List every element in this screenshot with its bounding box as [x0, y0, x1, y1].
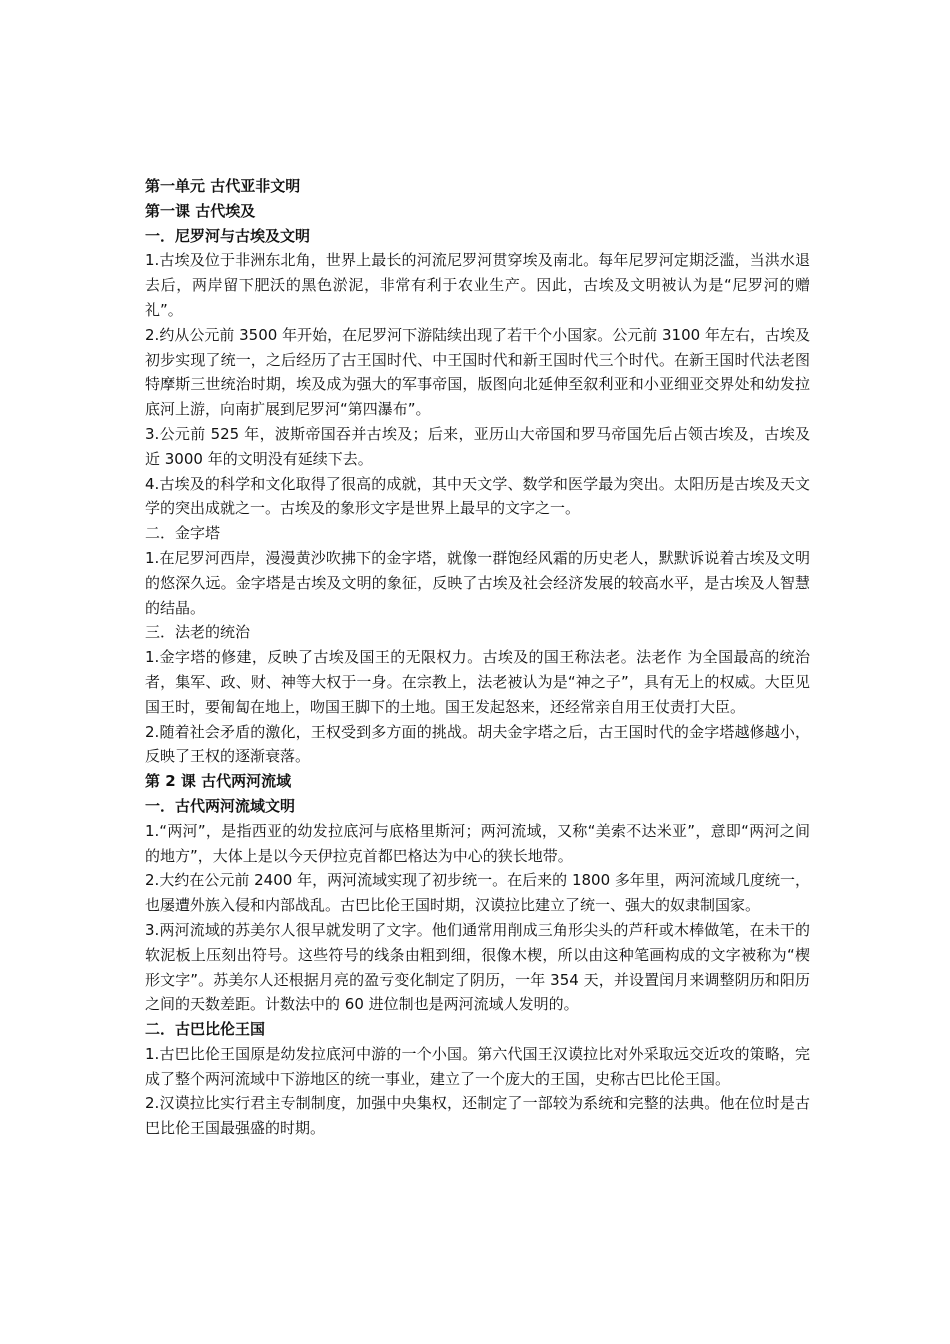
- lesson-1-section-1-heading: 一．尼罗河与古埃及文明: [145, 226, 311, 245]
- unit-title: 第一单元 古代亚非文明: [145, 177, 301, 195]
- paragraph: 2.随着社会矛盾的激化，王权受到多方面的挑战。胡夫金字塔之后，古王国时代的金字塔越修越小，反映了王权的逐渐衰落。: [145, 722, 810, 766]
- paragraph: 3.公元前 525 年，波斯帝国吞并古埃及；后来，亚历山大帝国和罗马帝国先后占领古埃及，古埃及近 3000 年的文明没有延续下去。: [145, 424, 810, 468]
- paragraph: 4.古埃及的科学和文化取得了很高的成就，其中天文学、数学和医学最为突出。太阳历是古埃及天文学的突出成就之一。古埃及的象形文字是世界上最早的文字之一。: [145, 474, 810, 518]
- paragraph: 1.“两河”，是指西亚的幼发拉底河与底格里斯河；两河流域，又称“美索不达米亚”，意即“两河之间的地方”，大体上是以今天伊拉克首都巴格达为中心的狭长地带。: [145, 821, 810, 865]
- paragraph: 1.古巴比伦王国原是幼发拉底河中游的一个小国。第六代国王汉谟拉比对外采取远交近攻的策略，完成了整个两河流域中下游地区的统一事业，建立了一个庞大的王国，史称古巴比伦王国。: [145, 1044, 810, 1088]
- paragraph: 1.在尼罗河西岸，漫漫黄沙吹拂下的金字塔，就像一群饱经风霜的历史老人，默默诉说着古埃及文明的悠深久远。金字塔是古埃及文明的象征，反映了古埃及社会经济发展的较高水平，是古埃及人智慧的结晶。: [145, 548, 810, 617]
- lesson-2-section-2-heading: 二．古巴比伦王国: [145, 1020, 266, 1039]
- paragraph: 2.大约在公元前 2400 年，两河流域实现了初步统一。在后来的 1800 多年里，两河流域几度统一，也屡遭外族入侵和内部战乱。古巴比伦王国时期，汉谟拉比建立了统一、强大的奴隶制国家。: [145, 871, 810, 915]
- paragraph: 3.两河流域的苏美尔人很早就发明了文字。他们通常用削成三角形尖头的芦秆或木棒做笔，在未干的软泥板上压刻出符号。这些符号的线条由粗到细，很像木楔，所以由这种笔画构成的文字被称为“楔形文字”。苏美尔人还根据月亮的盈亏变化制定了阴历，一年 354 天，并设置闰月来调整阴历和阳历之间的天数差距。计数法中的 60 进位制也是两河流域人发明的。: [145, 920, 810, 1014]
- document-body: [145, 174, 810, 1141]
- paragraph: 1.古埃及位于非洲东北角，世界上最长的河流尼罗河贯穿埃及南北。每年尼罗河定期泛滥，当洪水退去后，两岸留下肥沃的黑色淤泥，非常有利于农业生产。因此，古埃及文明被认为是“尼罗河的赠礼”。: [145, 251, 810, 319]
- lesson-2-section-1-heading: 一．古代两河流域文明: [145, 796, 296, 815]
- lesson-1-section-3-heading: 三．法老的统治: [145, 623, 251, 642]
- paragraph: 2.汉谟拉比实行君主专制制度，加强中央集权，还制定了一部较为系统和完整的法典。他在位时是古巴比伦王国最强盛的时期。: [145, 1094, 810, 1138]
- lesson-1-title: 第一课 古代埃及: [145, 201, 256, 220]
- paragraph: 2.约从公元前 3500 年开始，在尼罗河下游陆续出现了若干个小国家。公元前 3100 年左右，古埃及初步实现了统一，之后经历了古王国时代、中王国时代和新王国时代三个时代。在新王国时代法老图特摩斯三世统治时期，埃及成为强大的军事帝国，版图向北延伸至叙利亚和小亚细亚交界处和幼发拉底河上游，向南扩展到尼罗河“第四瀑布”。: [145, 325, 810, 419]
- paragraph: 1.金字塔的修建，反映了古埃及国王的无限权力。古埃及的国王称法老。法老作 为全国最高的统治者，集军、政、财、神等大权于一身。在宗教上，法老被认为是“神之子”，具有无上的权威。大臣见国王时，要匍匐在地上，吻国王脚下的土地。国王发起怒来，还经常亲自用王仗责打大臣。: [145, 648, 810, 716]
- lesson-2-title: 第 2 课 古代两河流域: [145, 772, 292, 791]
- lesson-1-section-2-heading: 二．金字塔: [145, 524, 221, 543]
